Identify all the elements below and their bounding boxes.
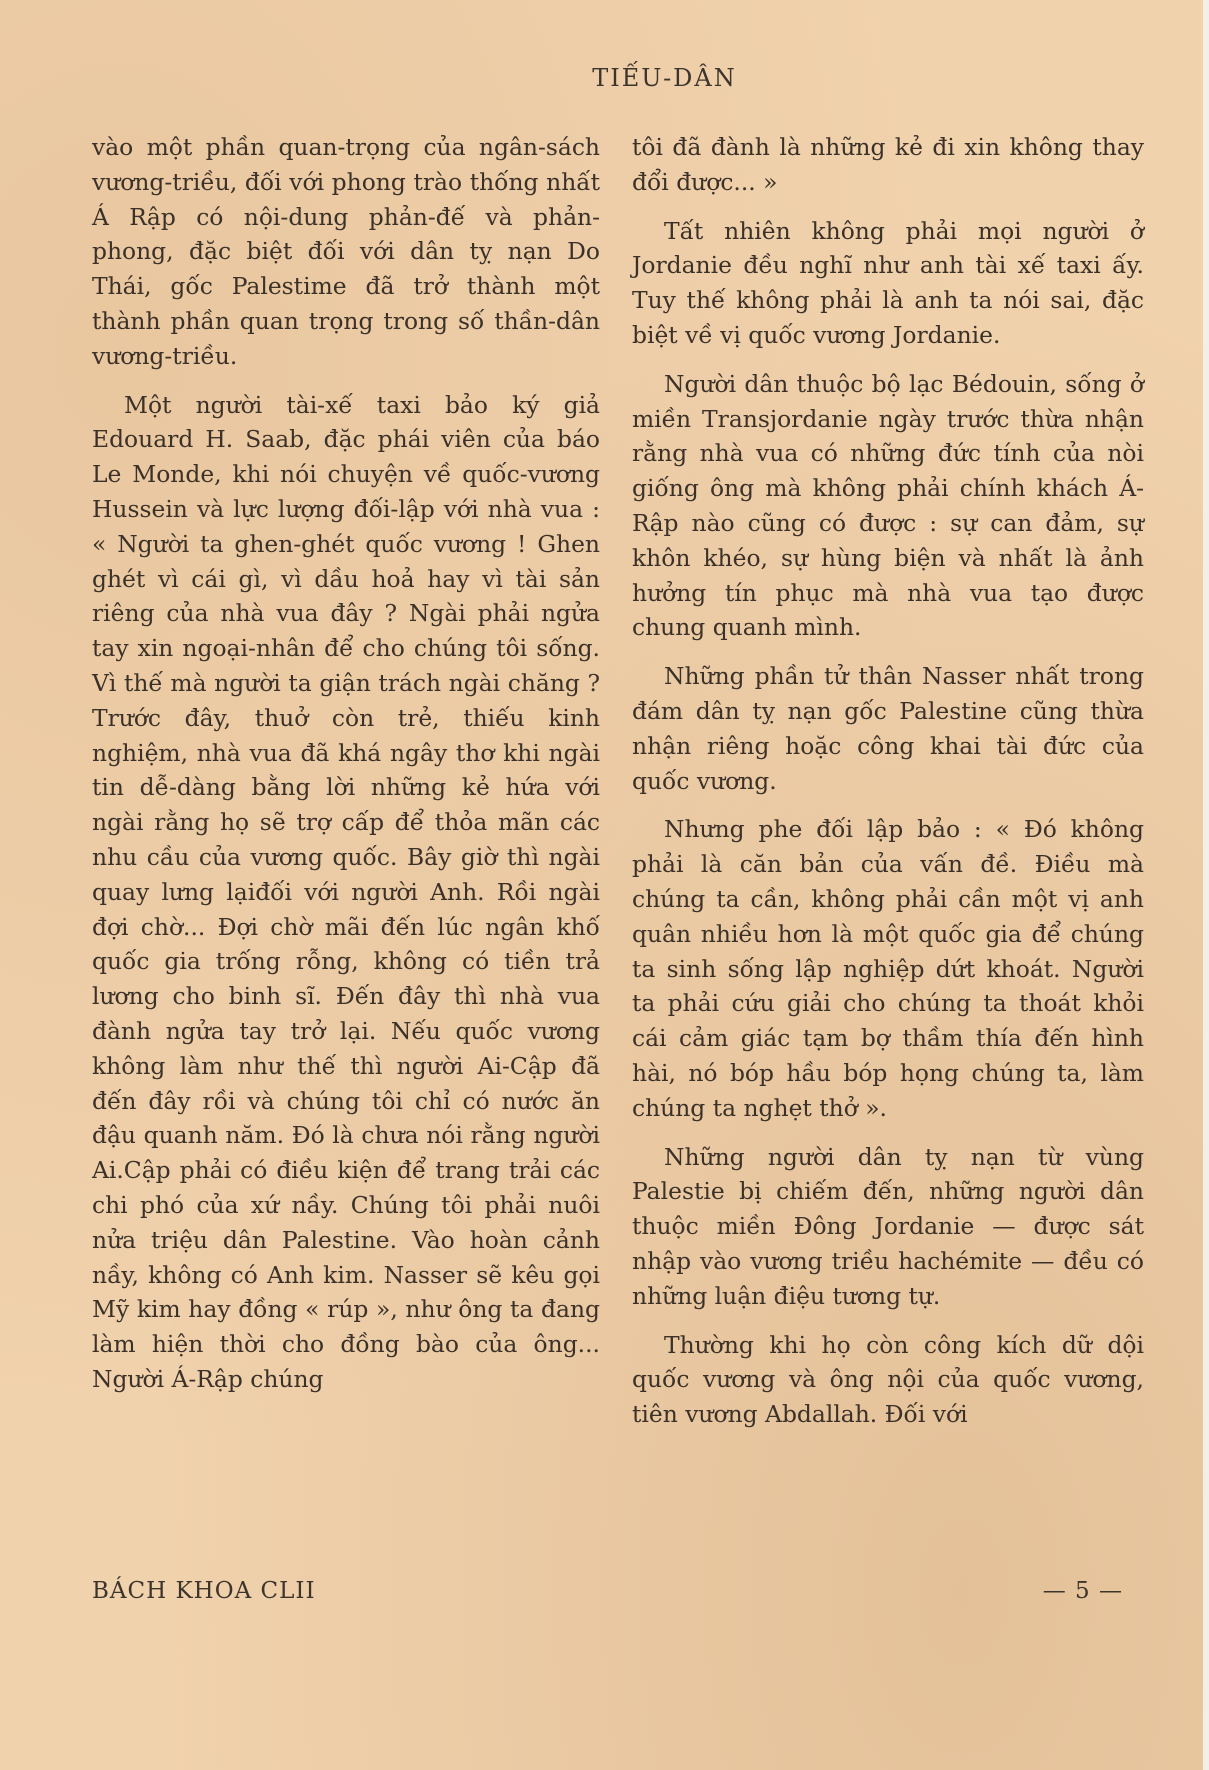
- paragraph: vào một phần quan-trọng của ngân-sách vương-triều, đối với phong trào thống nhất Á Rập có nội-dung phản-đế và phản-phong, đặc biệt đối với dân tỵ nạn Do Thái, gốc Palestime đã trở thành một thành phần quan trọng trong số thần-dân vương-triều.: [92, 133, 600, 370]
- page-header: TIẾU-DÂN: [592, 64, 737, 92]
- paragraph: Một người tài-xế taxi bảo ký giả Edouard H. Saab, đặc phái viên của báo Le Monde, khi nói chuyện về quốc-vương Hussein và lực lượng đối-lập với nhà vua : « Người ta ghen-ghét quốc vương ! Ghen ghét vì cái gì, vì dầu hoả hay vì tài sản riêng của nhà vua đây ? Ngài phải ngửa tay xin ngoại-nhân để cho chúng tôi sống. Vì thế mà người ta giận trách ngài chăng ? Trước đây, thuở còn trẻ, thiếu kinh nghiệm, nhà vua đã khá ngây thơ khi ngài tin dễ-dàng bằng lời những kẻ hứa với ngài rằng họ sẽ trợ cấp để thỏa mãn các nhu cầu của vương quốc. Bây giờ thì ngài quay lưng lạiđối với người Anh. Rồi ngài đợi chờ... Đợi chờ mãi đến lúc ngân khố quốc gia trống rỗng, không có tiền trả lương cho binh sĩ. Đến đây thì nhà vua đành ngửa tay trở lại. Nếu quốc vương không làm như thế thì người Ai-Cập đã đến đây rồi và chúng tôi chỉ có nước ăn đậu quanh năm. Đó là chưa nói rằng người Ai.Cập phải có điều kiện để trang trải các chi phó của xứ nầy. Chúng tôi phải nuôi nửa triệu dân Palestine. Vào hoàn cảnh nầy, không có Anh kim. Nasser sẽ kêu gọi Mỹ kim hay đồng « rúp », như ông ta đang làm hiện thời cho đồng bào của ông... Người Á-Rập chúng: [92, 390, 600, 1393]
- paragraph: Tất nhiên không phải mọi người ở Jordanie đều nghĩ như anh tài xế taxi ấy. Tuy thế không phải là anh ta nói sai, đặc biệt về vị quốc vương Jordanie.: [632, 216, 1144, 349]
- paragraph: Những phần tử thân Nasser nhất trong đám dân tỵ nạn gốc Palestine cũng thừa nhận riêng hoặc công khai tài đức của quốc vương.: [632, 662, 1144, 795]
- paragraph: Người dân thuộc bộ lạc Bédouin, sống ở miền Transjordanie ngày trước thừa nhận rằng nhà vua có những đức tính của nòi giống ông mà không phải chính khách Á-Rập nào cũng có được : sự can đảm, sự khôn khéo, sự hùng biện và nhất là ảnh hưởng tín phục mà nhà vua tạo được chung quanh mình.: [632, 369, 1144, 642]
- paragraph: Nhưng phe đối lập bảo : « Đó không phải là căn bản của vấn đề. Điều mà chúng ta cần, không phải cần một vị anh quân nhiều hơn là một quốc gia để chúng ta sinh sống lập nghiệp dứt khoát. Người ta phải cứu giải cho chúng ta thoát khỏi cái cảm giác tạm bợ thầm thía đến hình hài, nó bóp hầu bóp họng chúng ta, làm chúng ta nghẹt thở ».: [632, 815, 1144, 1122]
- left-column: [92, 130, 600, 1411]
- paragraph: Những người dân tỵ nạn từ vùng Palestie bị chiếm đến, những người dân thuộc miền Đông Jordanie — được sát nhập vào vương triều hachémite — đều có những luận điệu tương tự.: [632, 1142, 1144, 1310]
- page-number: — 5 —: [1042, 1578, 1123, 1604]
- paragraph: Thường khi họ còn công kích dữ dội quốc vương và ông nội của quốc vương, tiên vương Abdallah. Đối với: [632, 1330, 1144, 1429]
- footer-publication: BÁCH KHOA CLII: [92, 1578, 316, 1604]
- right-column: [632, 130, 1144, 1446]
- paragraph: tôi đã đành là những kẻ đi xin không thay đổi được... »: [632, 133, 1144, 196]
